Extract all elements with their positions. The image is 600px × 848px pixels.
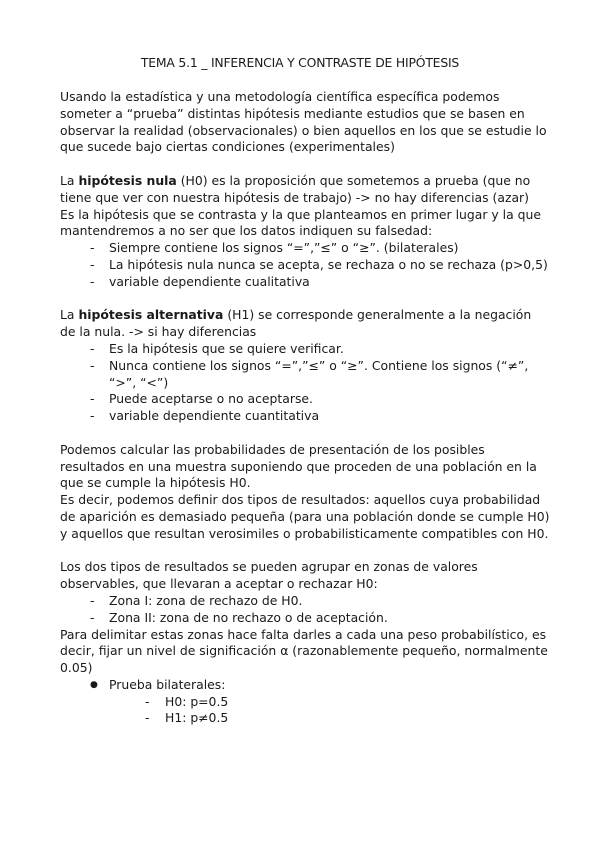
list-item [90, 677, 550, 727]
list-item: - variable dependiente cualitativa [90, 274, 550, 291]
h0-rest: (H0) es la proposición que sometemos a prueba (que no tiene que ver con nuestra hipótesis de trabajo) -> no hay diferencias (azar) [60, 172, 531, 205]
h0-list [60, 240, 550, 290]
h0-term: hipótesis nula [78, 172, 177, 188]
page-title: TEMA 5.1 _ INFERENCIA Y CONTRASTE DE HIPÓTESIS [140, 55, 460, 70]
list-item: - H0: p=0.5 [145, 694, 550, 711]
document-body [60, 89, 550, 727]
bilateral-list [60, 677, 550, 727]
list-item: - La hipótesis nula nunca se acepta, se rechaza o no se rechaza (p>0,5) [90, 257, 550, 274]
spacer [60, 156, 550, 173]
list-item: - Siempre contiene los signos “=”,”≤” o “≥”. (bilaterales) [90, 240, 550, 257]
list-item: - Zona II: zona de no rechazo o de aceptación. [90, 610, 550, 627]
intro-paragraph: Usando la estadística y una metodología científica específica podemos someter a “prueba” distintas hipótesis mediante estudios que se basen en observar la realidad (observacionales) o bien aquellos en los que se estudie lo que sucede bajo ciertas condiciones (experimentales) [60, 89, 547, 155]
list-item: - Zona I: zona de rechazo de H0. [90, 593, 550, 610]
h0-paragraph [60, 173, 550, 207]
list-item: - Es la hipótesis que se quiere verificar. [90, 341, 550, 358]
h1-paragraph [60, 307, 550, 341]
zones-paragraph-1: Los dos tipos de resultados se pueden agrupar en zonas de valores observables, que llevaran a aceptar o rechazar H0: [60, 559, 478, 592]
h1-rest: (H1) se corresponde generalmente a la negación de la nula. -> si hay diferencias [60, 307, 532, 340]
h0-prefix: La [60, 172, 79, 188]
h1-term: hipótesis alternativa [78, 307, 224, 323]
hypothesis-sublist [109, 694, 550, 728]
zones-paragraph-2: Para delimitar estas zonas hace falta darles a cada una peso probabilístico, es decir, fijar un nivel de significación α (razonablemente pequeño, normalmente 0.05) [60, 626, 548, 676]
spacer [60, 543, 550, 560]
list-item: - Nunca contiene los signos “=”,”≤” o “≥”. Contiene los signos (“≠”, “>”, “<”) [90, 358, 550, 392]
spacer [60, 425, 550, 442]
h1-list [60, 341, 550, 425]
list-item: - H1: p≠0.5 [145, 710, 550, 727]
prob-paragraph-1: Podemos calcular las probabilidades de presentación de los posibles resultados en una muestra suponiendo que proceden de una población en la que se cumple la hipótesis H0. [60, 441, 537, 491]
list-item: - variable dependiente cuantitativa [90, 408, 550, 425]
h0-paragraph-2: Es la hipótesis que se contrasta y la que planteamos en primer lugar y la que mantendremos a no ser que los datos indiquen su falsedad: [60, 206, 541, 239]
list-item: - Puede aceptarse o no aceptarse. [90, 391, 550, 408]
prob-paragraph-2: Es decir, podemos definir dos tipos de resultados: aquellos cuya probabilidad de aparición es demasiado pequeña (para una población donde se cumple H0) y aquellos que resultan verosimiles o probabilisticamente compatibles con H0. [60, 492, 550, 541]
zones-list [60, 593, 550, 627]
h1-prefix: La [60, 307, 79, 323]
bullet-label: Prueba bilaterales: [109, 676, 226, 692]
spacer [60, 291, 550, 308]
